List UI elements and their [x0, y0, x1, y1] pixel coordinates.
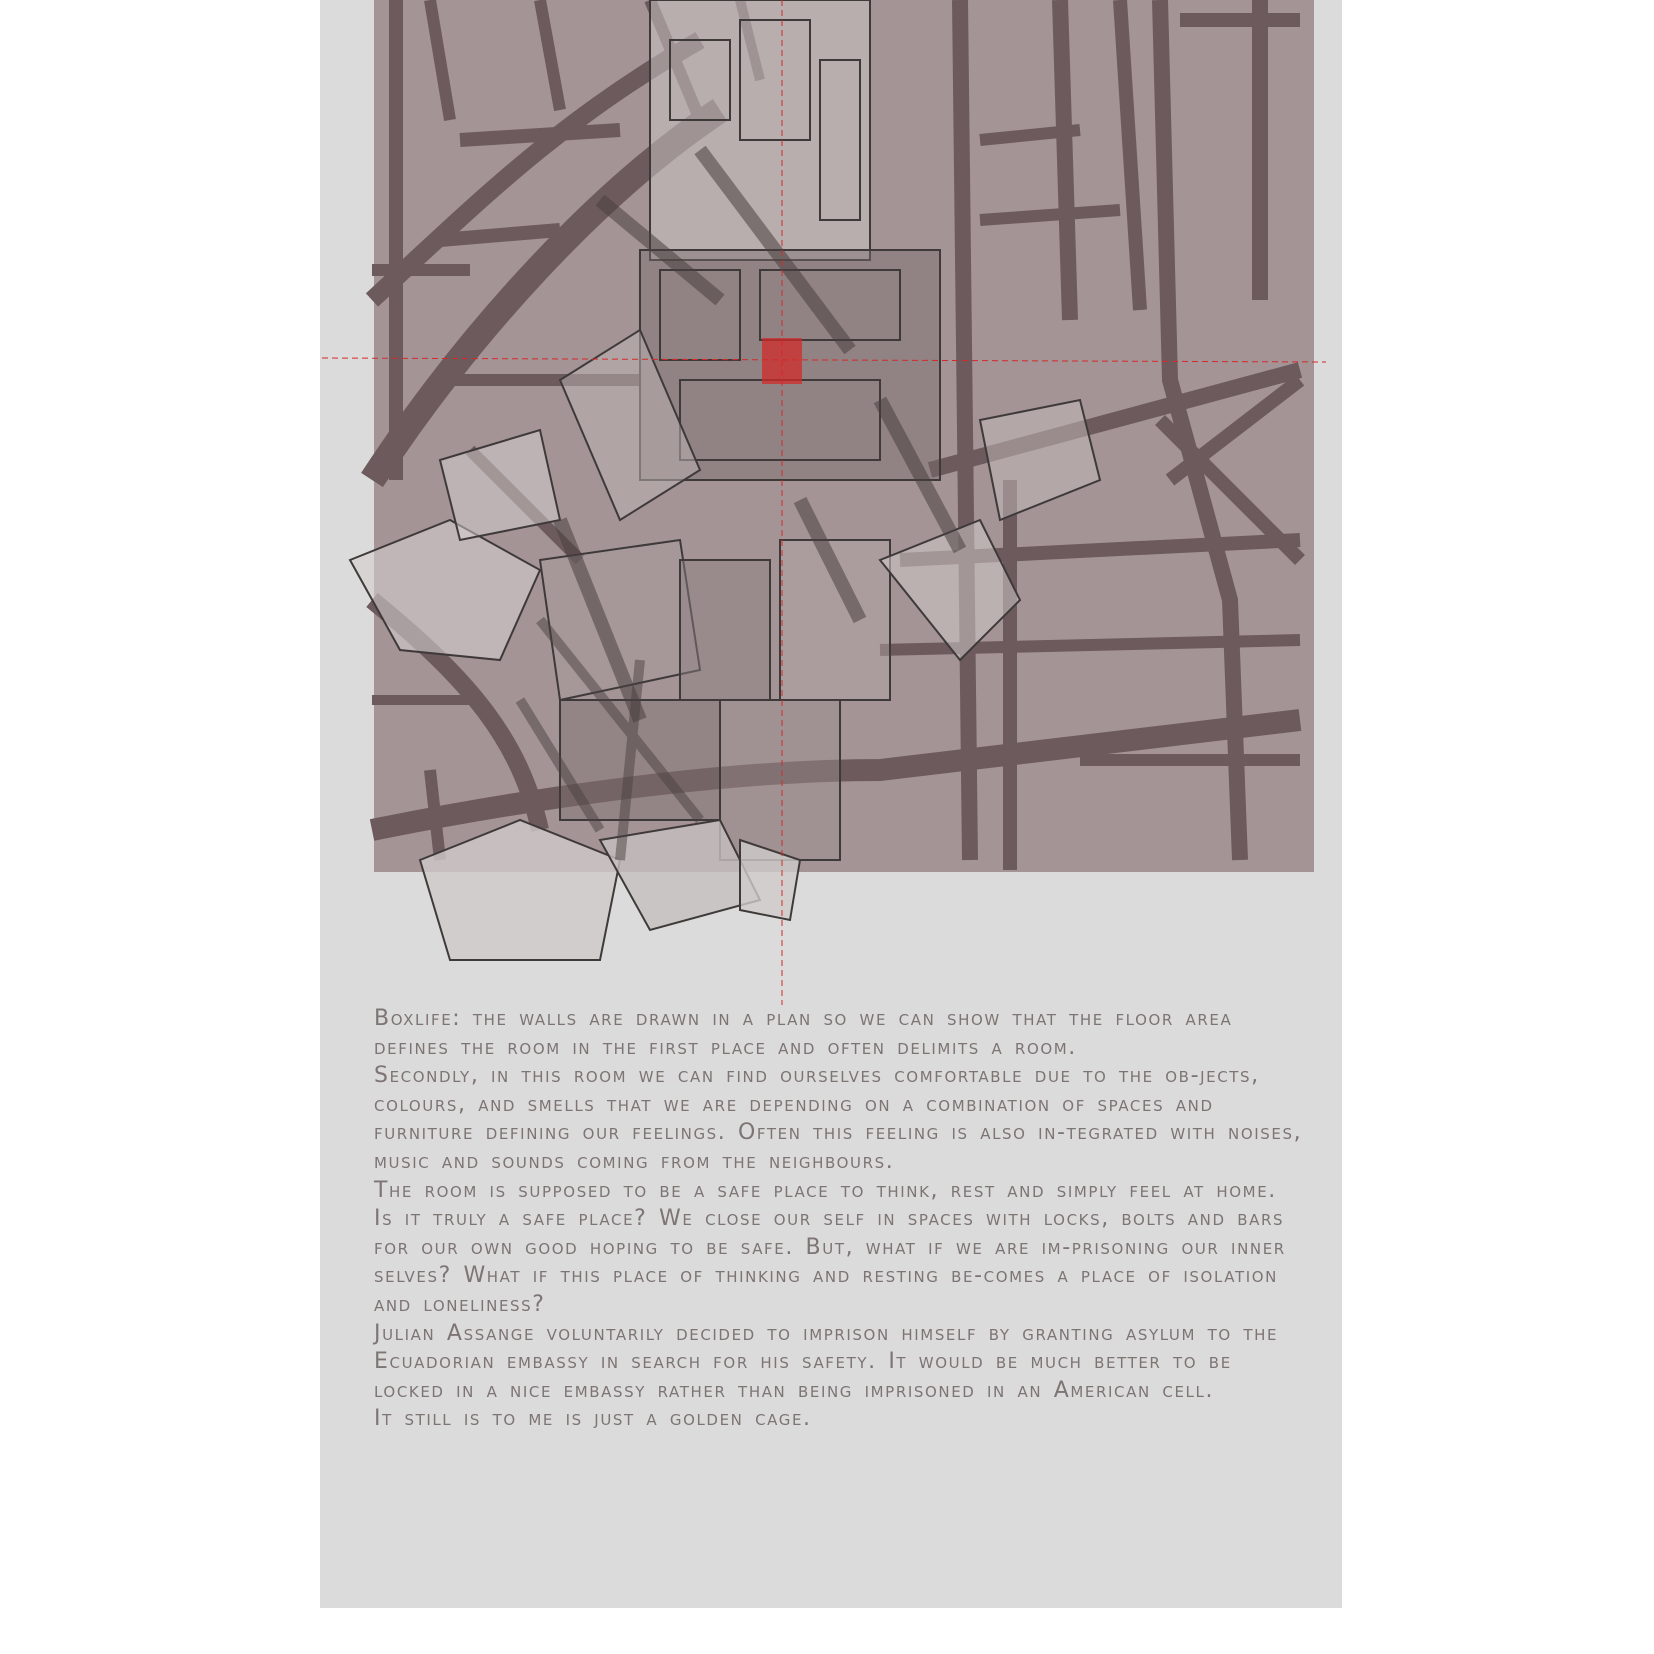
caption-paragraph: The room is supposed to be a safe place to think, rest and simply feel at home. Is it truly a safe place? We close our self in spaces with locks, bolts and bars for our own good hoping to be safe. But, what if we are im-prisoning our inner selves? What if this place of thinking and resting be-comes a place of isolation and loneliness? [374, 1177, 1286, 1317]
caption-paragraph: Julian Assange voluntarily decided to imprison himself by granting asylum to the Ecuadorian embassy in search for his safety. It would be much better to be locked in a nice embassy rather than being imprisoned in an American cell. [374, 1320, 1279, 1403]
caption-paragraph: Boxlife: the walls are drawn in a plan so we can show that the floor area defines the room in the first place and often delimits a room. [374, 1006, 1233, 1060]
caption-paragraph: Secondly, in this room we can find ourselves comfortable due to the ob-jects, colours, and smells that we are depending on a combination of spaces and furniture defining our feelings. Often this feeling is also in-tegrated with noises, music and sounds coming from the neighbours. [374, 1063, 1303, 1174]
embassy-marker [762, 338, 802, 384]
caption-paragraph: It still is to me is just a golden cage. [374, 1406, 812, 1432]
caption-text-block [374, 1005, 1304, 1434]
